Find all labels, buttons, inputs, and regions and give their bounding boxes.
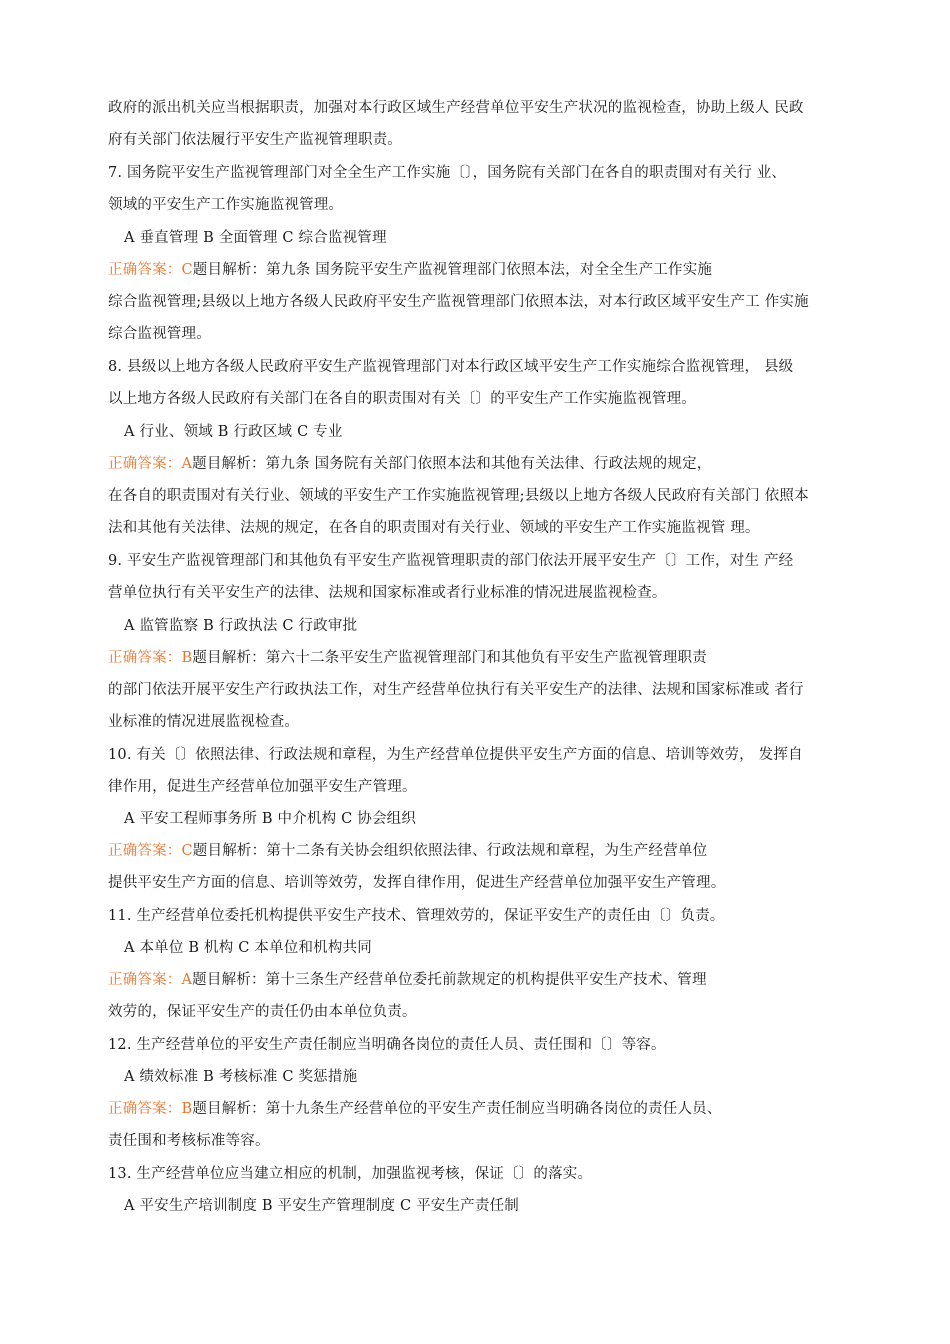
explanation-text: 题目解析：第十九条生产经营单位的平安生产责任制应当明确各岗位的责任人员、: [192, 1101, 722, 1117]
question-9-explanation: 的部门依法开展平安生产行政执法工作，对生产经营单位执行有关平安生产的法律、法规和国家标准或 者行: [108, 682, 804, 698]
question-7-explanation: 综合监视管理;县级以上地方各级人民政府平安生产监视管理部门依照本法，对本行政区域平安生产工 作实施: [108, 294, 809, 310]
question-8-stem: 8. 县级以上地方各级人民政府平安生产监视管理部门对本行政区域平安生产工作实施综合监视管理， 县级: [108, 359, 794, 375]
answer-value: C: [181, 843, 193, 859]
answer-value: B: [181, 1101, 193, 1117]
question-7-answer: [108, 260, 878, 280]
question-11-explanation: 效劳的，保证平安生产的责任仍由本单位负责。: [108, 1004, 417, 1020]
question-7-explanation: 综合监视管理。: [108, 326, 211, 342]
question-10-stem: 10. 有关〔〕依照法律、行政法规和章程，为生产经营单位提供平安生产方面的信息、培训等效劳， 发挥自: [108, 747, 803, 763]
question-12-options: A 绩效标准 B 考核标准 C 奖惩措施: [124, 1069, 358, 1085]
question-7-options: A 垂直管理 B 全面管理 C 综合监视管理: [124, 230, 387, 246]
question-7-stem: 7. 国务院平安生产监视管理部门对全全生产工作实施〔〕，国务院有关部门在各自的职责围对有关行 业、: [108, 165, 787, 181]
answer-label: 正确答案：: [108, 1101, 182, 1117]
answer-value: A: [181, 972, 193, 988]
question-8-explanation: 法和其他有关法律、法规的规定，在各自的职责围对有关行业、领域的平安生产工作实施监视管 理。: [108, 520, 760, 536]
answer-label: 正确答案：: [108, 650, 182, 666]
question-8-options: A 行业、领域 B 行政区域 C 专业: [124, 424, 343, 440]
explanation-text: 题目解析：第九条 国务院有关部门依照本法和其他有关法律、行政法规的规定，: [192, 456, 712, 472]
question-12-explanation: 责任围和考核标准等容。: [108, 1133, 270, 1149]
question-9-stem: 营单位执行有关平安生产的法律、法规和国家标准或者行业标准的情况进展监视检查。: [108, 585, 667, 601]
question-13-options: A 平安生产培训制度 B 平安生产管理制度 C 平安生产责任制: [124, 1198, 519, 1214]
question-9-explanation: 业标准的情况进展监视检查。: [108, 714, 300, 730]
question-9-stem: 9. 平安生产监视管理部门和其他负有平安生产监视管理职责的部门依法开展平安生产〔〕工作，对生 产经: [108, 553, 794, 569]
explanation-text: 题目解析：第六十二条平安生产监视管理部门和其他负有平安生产监视管理职责: [192, 650, 707, 666]
question-10-options: A 平安工程师事务所 B 中介机构 C 协会组织: [124, 811, 417, 827]
explanation-text: 题目解析：第十三条生产经营单位委托前款规定的机构提供平安生产技术、管理: [192, 972, 707, 988]
question-12-answer: [108, 1099, 878, 1119]
answer-value: B: [181, 650, 193, 666]
question-11-stem: 11. 生产经营单位委托机构提供平安生产技术、管理效劳的，保证平安生产的责任由〔〕负责。: [108, 908, 725, 924]
question-10-explanation: 提供平安生产方面的信息、培训等效劳，发挥自律作用，促进生产经营单位加强平安生产管理。: [108, 875, 726, 891]
question-11-options: A 本单位 B 机构 C 本单位和机构共同: [124, 940, 372, 956]
question-10-stem: 律作用，促进生产经营单位加强平安生产管理。: [108, 779, 417, 795]
question-8-stem: 以上地方各级人民政府有关部门在各自的职责围对有关〔〕的平安生产工作实施监视管理。: [108, 391, 696, 407]
question-13-stem: 13. 生产经营单位应当建立相应的机制，加强监视考核，保证〔〕的落实。: [108, 1166, 593, 1182]
answer-label: 正确答案：: [108, 972, 182, 988]
explanation-text: 题目解析：第九条 国务院平安生产监视管理部门依照本法，对全全生产工作实施: [192, 262, 713, 278]
question-9-options: A 监管监察 B 行政执法 C 行政审批: [124, 618, 358, 634]
intro-line: 政府的派出机关应当根据职责，加强对本行政区域生产经营单位平安生产状况的监视检查，协助上级人 民政: [108, 100, 804, 116]
question-9-answer: [108, 648, 878, 668]
question-8-answer: [108, 454, 878, 474]
question-11-answer: [108, 970, 878, 990]
question-12-stem: 12. 生产经营单位的平安生产责任制应当明确各岗位的责任人员、责任围和〔〕等容。: [108, 1037, 666, 1053]
answer-label: 正确答案：: [108, 262, 182, 278]
question-8-explanation: 在各自的职责围对有关行业、领域的平安生产工作实施监视管理;县级以上地方各级人民政府有关部门 依照本: [108, 488, 809, 504]
answer-value: A: [181, 456, 193, 472]
answer-value: C: [181, 262, 193, 278]
question-10-answer: [108, 841, 878, 861]
explanation-text: 题目解析：第十二条有关协会组织依照法律、行政法规和章程，为生产经营单位: [192, 843, 708, 859]
intro-line: 府有关部门依法履行平安生产监视管理职责。: [108, 132, 402, 148]
question-7-stem: 领域的平安生产工作实施监视管理。: [108, 197, 344, 213]
answer-label: 正确答案：: [108, 456, 182, 472]
answer-label: 正确答案：: [108, 843, 182, 859]
